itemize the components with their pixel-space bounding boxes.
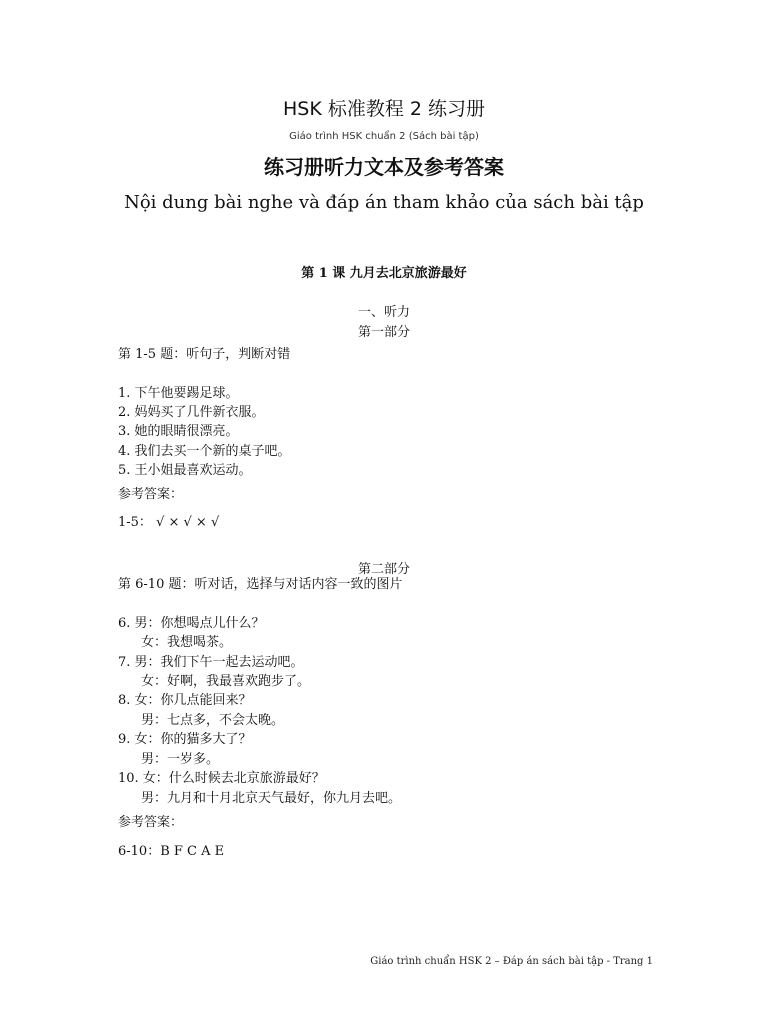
document-subtitle: Giáo trình HSK chuẩn 2 (Sách bài tập): [289, 131, 479, 142]
part-two-heading: 第二部分: [357, 562, 410, 577]
dialog-line: 男：七点多，不会太晚。: [141, 713, 285, 728]
list-item: 2. 妈妈买了几件新衣服。: [118, 405, 265, 420]
part-one-instruction: 第 1-5 题：听句子，判断对错: [118, 347, 291, 362]
answer-key: 1-5： √ × √ × √: [118, 515, 220, 530]
list-item: 3. 她的眼睛很漂亮。: [118, 424, 239, 439]
list-item: 1. 下午他要踢足球。: [118, 386, 239, 401]
section-heading-listening: 一、听力: [357, 305, 410, 320]
list-item: 5. 王小姐最喜欢运动。: [118, 463, 252, 478]
chinese-heading: 练习册听力文本及参考答案: [264, 155, 504, 179]
answer-label: 参考答案：: [118, 487, 184, 502]
page-footer: Giáo trình chuẩn HSK 2 – Đáp án sách bài tập - Trang 1: [370, 956, 653, 967]
dialog-line: 男：一岁多。: [141, 752, 220, 767]
list-item: 4. 我们去买一个新的桌子吧。: [118, 444, 291, 459]
lesson-title: 第 1 课 九月去北京旅游最好: [301, 266, 467, 281]
part-two-instruction: 第 6-10 题：听对话，选择与对话内容一致的图片: [118, 577, 403, 592]
document-title: HSK 标准教程 2 练习册: [282, 98, 485, 120]
dialog-line: 8. 女：你几点能回来？: [118, 693, 252, 708]
dialog-line: 女：好啊，我最喜欢跑步了。: [141, 674, 311, 689]
vietnamese-heading: Nội dung bài nghe và đáp án tham khảo của sách bài tập: [124, 192, 644, 213]
dialog-line: 男：九月和十月北京天气最好，你九月去吧。: [141, 791, 402, 806]
dialog-line: 10. 女：什么时候去北京旅游最好？: [118, 771, 325, 786]
dialog-line: 9. 女：你的猫多大了？: [118, 732, 252, 747]
dialog-line: 7. 男：我们下午一起去运动吧。: [118, 655, 304, 670]
answer-key: 6-10：B F C A E: [118, 844, 225, 859]
part-one-heading: 第一部分: [357, 325, 410, 340]
dialog-line: 6. 男：你想喝点儿什么？: [118, 616, 265, 631]
dialog-line: 女：我想喝茶。: [141, 635, 233, 650]
answer-label: 参考答案：: [118, 815, 184, 830]
